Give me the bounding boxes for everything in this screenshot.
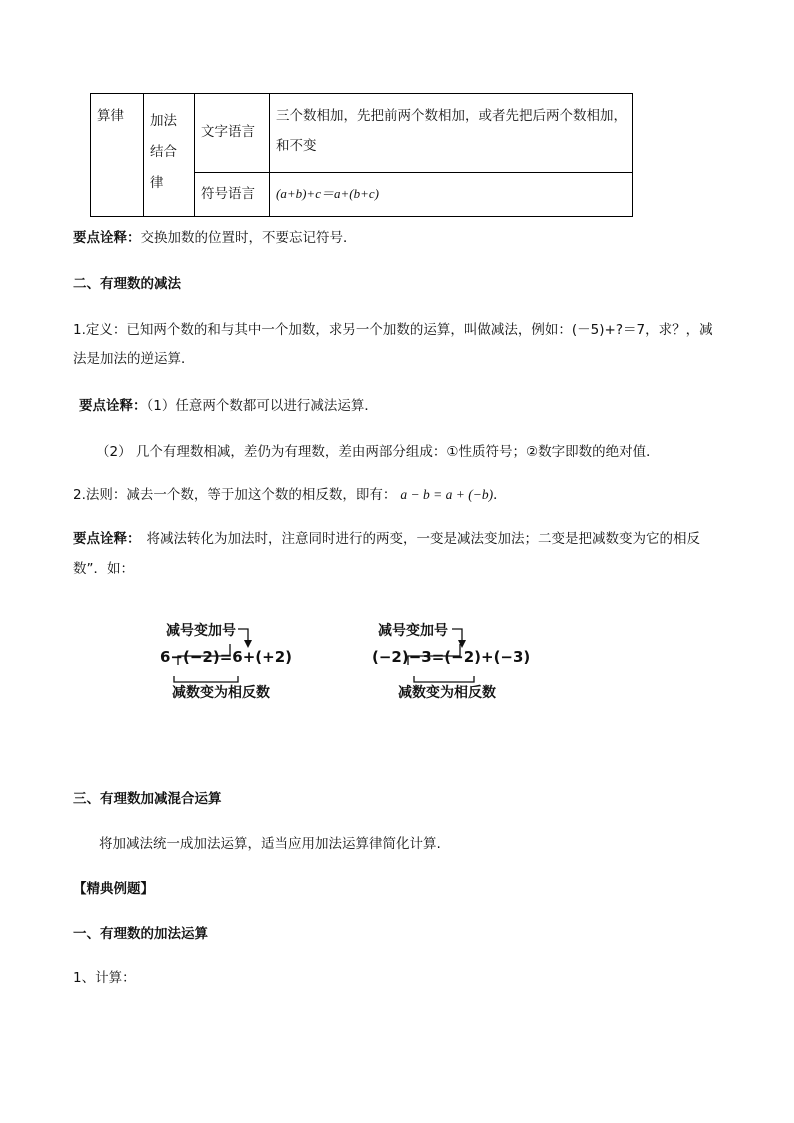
diagram-expression: 6−(−2)=6+(+2): [160, 648, 293, 666]
section-heading-subtraction: 二、有理数的减法: [73, 276, 181, 292]
definition-line-1: 1.定义：已知两个数的和与其中一个加数，求另一个加数的运算，叫做减法，例如：(－5)+?＝7，求？，减: [73, 322, 713, 338]
note-label: 要点诠释：: [73, 531, 141, 547]
diagram-top-label: 减号变加号: [166, 623, 236, 639]
diagram-example-1: [160, 620, 360, 700]
table-cell-category: 算律: [97, 108, 124, 124]
note-text: 交换加数的位置时，不要忘记符号．: [140, 230, 357, 246]
note-label: 要点诠释：: [79, 398, 147, 414]
note-3-line-1: [73, 527, 700, 547]
table-cell-law-line2: 结合: [150, 144, 177, 160]
note-3-line-2: 数”．如：: [73, 561, 134, 577]
rule-formula: a − b = a + (−b): [400, 487, 494, 502]
table-divider: [194, 172, 632, 173]
example-section-heading: 一、有理数的加法运算: [73, 926, 208, 942]
rule-text: 2.法则：减去一个数，等于加这个数的相反数，即有：: [73, 487, 397, 503]
note-2-item-2: （2） 几个有理数相减，差仍为有理数，差由两部分组成：①性质符号；②数字即数的绝对值．: [96, 444, 660, 460]
rule-line: [73, 483, 507, 503]
table-cell-verbal-text-line1: 三个数相加，先把前两个数相加，或者先把后两个数相加，: [276, 108, 627, 124]
diagram-bottom-label: 减数变为相反数: [398, 685, 496, 701]
table-divider: [143, 94, 144, 216]
note-text: （1）任意两个数都可以进行减法运算．: [146, 398, 378, 414]
table-cell-symbolic-formula: (a+b)+c＝a+(b+c): [276, 186, 379, 201]
diagram-bottom-label: 减数变为相反数: [172, 685, 270, 701]
section-3-text: 将加减法统一成加法运算，适当应用加法运算律简化计算.: [99, 836, 441, 852]
table-divider: [269, 94, 270, 216]
table-divider: [194, 94, 195, 216]
table-cell-verbal-label: 文字语言: [201, 124, 255, 140]
note-1: [73, 226, 357, 246]
definition-line-2: 法是加法的逆运算．: [73, 351, 195, 367]
diagram-example-2: [372, 620, 582, 700]
table-cell-verbal-text-line2: 和不变: [276, 138, 317, 154]
note-text: 将减法转化为加法时，注意同时进行的两变，一变是减法变加法；二变是把减数变为它的相反: [146, 531, 700, 547]
table-cell-symbolic-label: 符号语言: [201, 186, 255, 202]
diagram-top-label: 减号变加号: [378, 623, 448, 639]
rule-end: ．: [493, 487, 507, 503]
note-label: 要点诠释：: [73, 230, 141, 246]
rule-table: [90, 93, 633, 217]
section-heading-mixed: 三、有理数加减混合运算: [73, 791, 222, 807]
example-1: 1、计算：: [73, 970, 136, 986]
diagram-expression: (−2)−3=(−2)+(−3): [372, 648, 531, 666]
note-2-item-1: [79, 394, 378, 414]
examples-heading: 【精典例题】: [73, 881, 154, 897]
table-cell-law-line1: 加法: [150, 113, 177, 129]
table-cell-law-line3: 律: [150, 175, 164, 191]
